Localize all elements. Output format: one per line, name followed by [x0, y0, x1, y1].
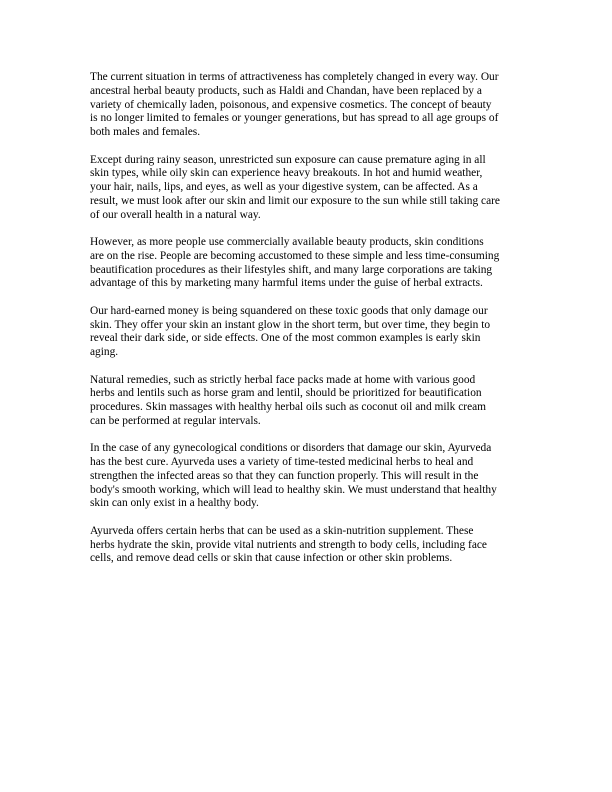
document-body: [90, 71, 530, 580]
text-line: procedures. Skin massages with healthy herbal oils such as coconut oil and milk cream: [90, 401, 487, 413]
text-line: Except during rainy season, unrestricted sun exposure can cause premature aging in all: [90, 153, 486, 166]
text-line: of our overall health in a natural way.: [90, 208, 261, 221]
text-line: The current situation in terms of attractiveness has completely changed in every way. Our: [90, 71, 499, 83]
paragraph-natural-remedies: [90, 374, 530, 429]
text-line: herbs and lentils such as horse gram and lentil, should be prioritized for beautification: [90, 387, 482, 400]
text-line: skin. They offer your skin an instant glow in the short term, but over time, they begin to: [90, 318, 491, 331]
text-line: beautification procedures as their lifestyles shift, and many large corporations are taking: [90, 263, 493, 276]
paragraph-sun-exposure: [90, 154, 530, 223]
text-line: skin types, while oily skin can experience heavy breakouts. In hot and humid weather,: [90, 167, 483, 180]
text-line: aging.: [90, 346, 119, 358]
text-line: is no longer limited to females or younger generations, but has spread to all age groups of: [90, 112, 499, 125]
paragraph-ayurveda-herbs: [90, 525, 530, 566]
text-line: cells, and remove dead cells or skin that cause infection or other skin problems.: [90, 552, 453, 565]
text-line: ancestral herbal beauty products, such as Haldi and Chandan, have been replaced by a: [90, 84, 482, 97]
text-line: has the best cure. Ayurveda uses a variety of time-tested medicinal herbs to heal and: [90, 456, 474, 468]
paragraph-toxic-goods: [90, 305, 530, 360]
text-line: In the case of any gynecological conditions or disorders that damage our skin, Ayurveda: [90, 442, 492, 455]
text-line: strengthen the infected areas so that they can function properly. This will result in the: [90, 469, 479, 482]
text-line: However, as more people use commercially available beauty products, skin conditions: [90, 236, 484, 248]
text-line: both males and females.: [90, 126, 201, 138]
text-line: can be performed at regular intervals.: [90, 414, 261, 427]
text-line: Ayurveda offers certain herbs that can be used as a skin-nutrition supplement. These: [90, 524, 474, 537]
text-line: reveal their dark side, or side effects. One of the most common examples is early skin: [90, 332, 481, 345]
paragraph-commercial-products: [90, 236, 530, 291]
text-line: variety of chemically laden, poisonous, and expensive cosmetics. The concept of beauty: [90, 98, 492, 111]
paragraph-ayurveda-cure: [90, 442, 530, 511]
text-line: skin can only exist in a healthy body.: [90, 497, 259, 510]
text-line: Our hard-earned money is being squandered on these toxic goods that only damage our: [90, 304, 488, 317]
text-line: Natural remedies, such as strictly herbal face packs made at home with various good: [90, 373, 476, 386]
text-line: body's smooth working, which will lead to healthy skin. We must understand that healthy: [90, 483, 497, 496]
text-line: advantage of this by marketing many harmful items under the guise of herbal extracts.: [90, 277, 483, 290]
paragraph-beauty-change: [90, 71, 530, 140]
text-line: are on the rise. People are becoming accustomed to these simple and less time-consuming: [90, 249, 500, 262]
text-line: herbs hydrate the skin, provide vital nutrients and strength to body cells, including face: [90, 538, 487, 551]
text-line: result, we must look after our skin and limit our exposure to the sun while still taking care: [90, 194, 500, 207]
text-line: your hair, nails, lips, and eyes, as well as your digestive system, can be affected. As a: [90, 181, 478, 193]
